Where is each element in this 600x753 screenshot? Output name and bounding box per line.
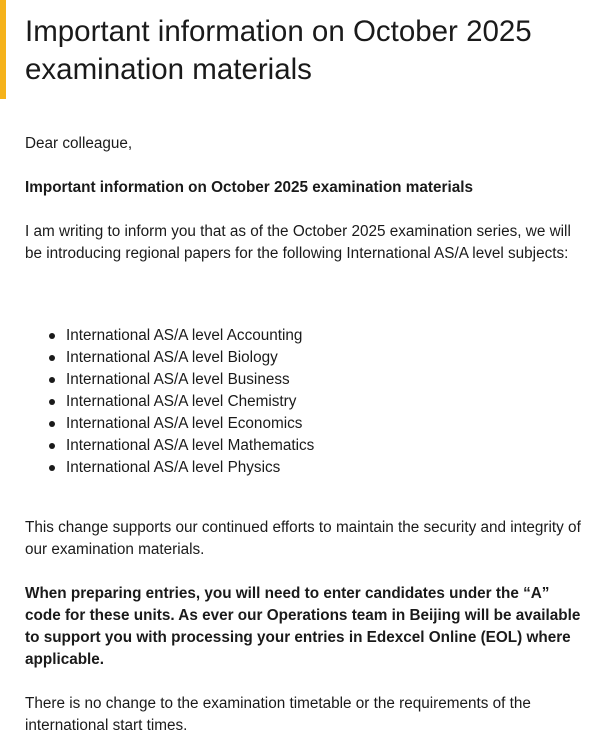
greeting: Dear colleague, <box>25 135 133 152</box>
list-item <box>66 391 600 413</box>
bullet-icon <box>49 421 55 427</box>
list-item <box>66 457 600 479</box>
subject-heading: Important information on October 2025 examination materials <box>25 179 473 196</box>
list-item <box>66 435 600 457</box>
list-item <box>66 413 600 435</box>
accent-bar <box>0 0 6 99</box>
bullet-icon <box>49 333 55 339</box>
bullet-icon <box>49 355 55 361</box>
timetable-paragraph: There is no change to the examination timetable or the requirements of the international start times. <box>25 695 531 734</box>
intro-paragraph: I am writing to inform you that as of the October 2025 examination series, we will be introducing regional papers for the following International AS/A level subjects: <box>25 223 571 262</box>
bullet-icon <box>49 377 55 383</box>
list-item-label: International AS/A level Accounting <box>66 327 303 344</box>
page-title: Important information on October 2025 examination materials <box>25 15 532 86</box>
bullet-icon <box>49 443 55 449</box>
list-item <box>66 369 600 391</box>
subject-list <box>25 325 600 479</box>
list-item-label: International AS/A level Mathematics <box>66 437 315 454</box>
bullet-icon <box>49 465 55 471</box>
list-item <box>66 347 600 369</box>
entries-paragraph: When preparing entries, you will need to enter candidates under the “A” code for these units. As ever our Operations team in Beijing will be available to support you with processing your entries in Edexcel Online (EOL) where applicable. <box>25 585 581 668</box>
list-item-label: International AS/A level Physics <box>66 459 281 476</box>
list-item-label: International AS/A level Business <box>66 371 290 388</box>
title-block <box>0 0 600 99</box>
security-paragraph: This change supports our continued efforts to maintain the security and integrity of our examination materials. <box>25 519 581 558</box>
list-item-label: International AS/A level Biology <box>66 349 278 366</box>
list-item-label: International AS/A level Chemistry <box>66 393 297 410</box>
list-item-label: International AS/A level Economics <box>66 415 303 432</box>
list-item <box>66 325 600 347</box>
bullet-icon <box>49 399 55 405</box>
